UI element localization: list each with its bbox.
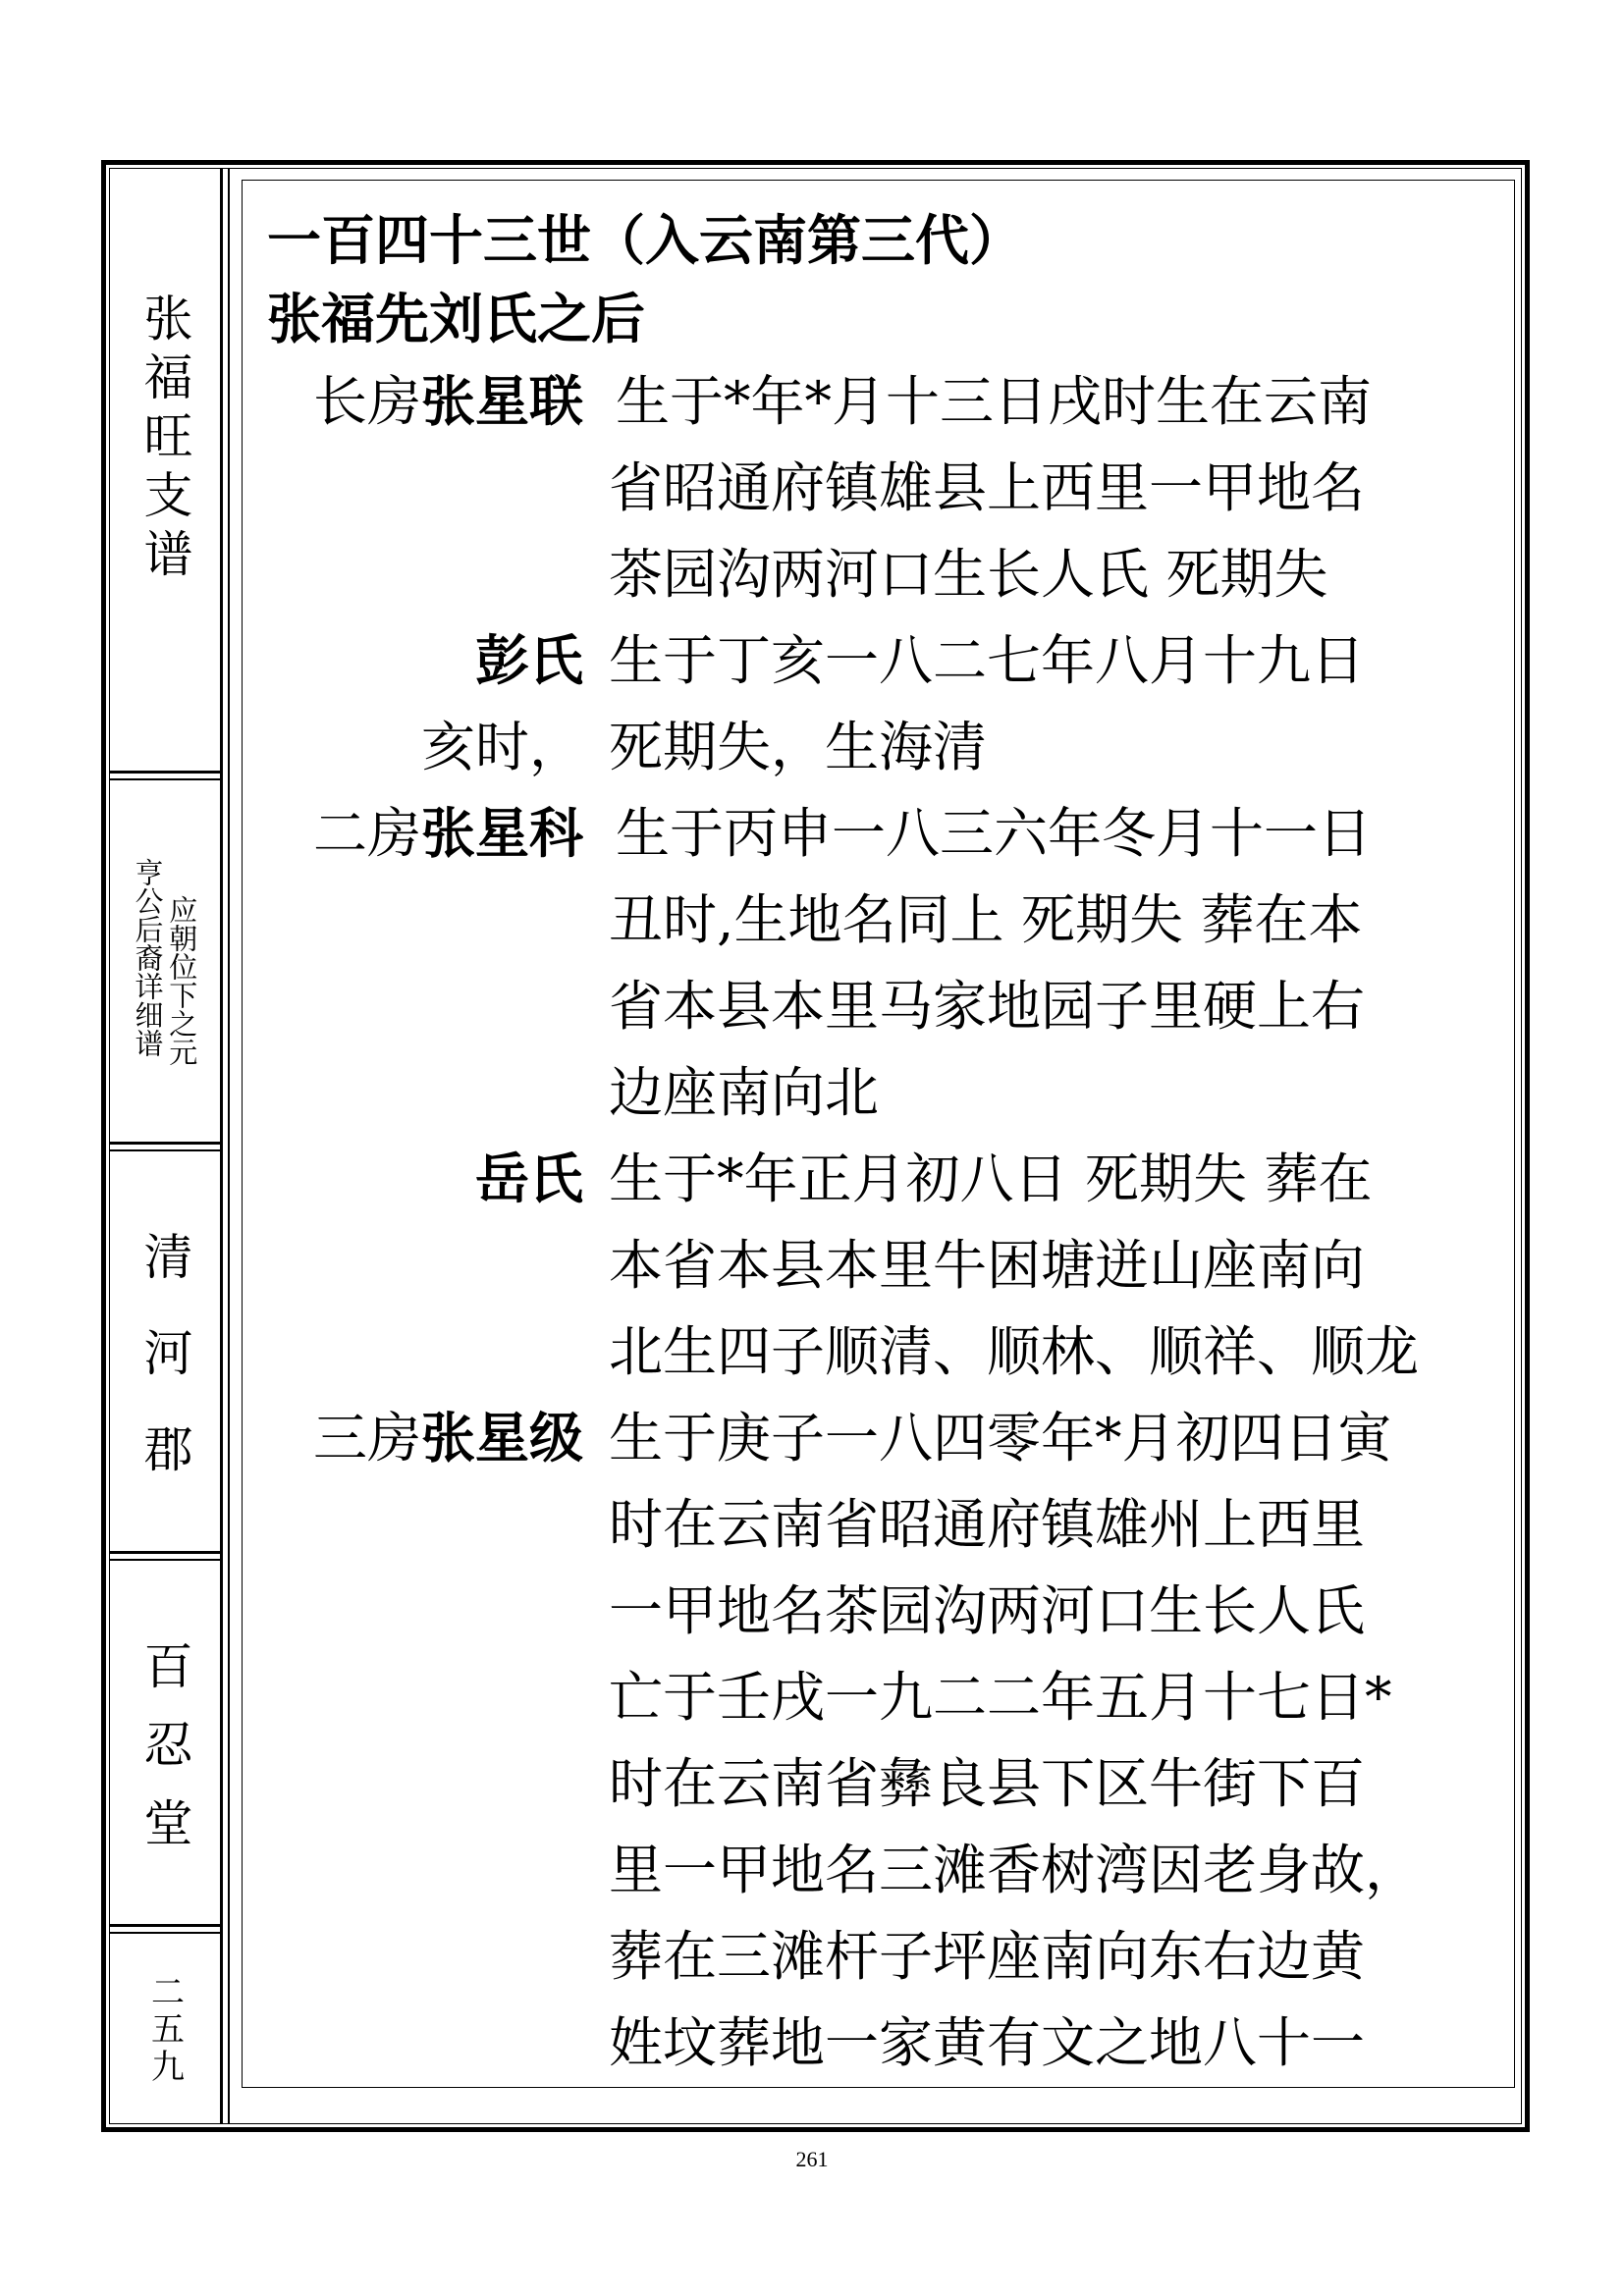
genealogy-content [267,201,1514,2086]
sidebar-separator [109,1142,220,1145]
entry-line [267,1395,1514,1481]
sidebar-separator [109,1932,220,1934]
entry-line [267,1740,1514,1827]
entry-text: 丑时,生地名同上 死期失 葬在本 [609,888,1363,951]
entry-line [267,790,1514,877]
entry-text: 亡于壬戌一九二二年五月十七日* [609,1666,1392,1729]
sidebar-hall-box [109,1562,220,1924]
sidebar-separator [109,1924,220,1927]
entry-text: 本省本县本里牛困塘迸山座南向 [609,1234,1366,1297]
entry-name: 张星联 [420,369,583,433]
entry-text: 时在云南省彝良县下区牛街下百 [609,1752,1366,1815]
sidebar-title: 张福旺支谱 [135,293,193,587]
sidebar-separator [109,771,220,774]
sidebar-divider-thick [220,168,223,2124]
sidebar-divider-thin [228,168,230,2124]
entry-line [267,1136,1514,1222]
entry-text: 省昭通府镇雄县上西里一甲地名 [609,456,1366,519]
entry-line [267,1481,1514,1568]
entry-line [267,617,1514,704]
entry-text: 死期失，生海清 [609,716,988,778]
entry-text: 葬在三滩杆子坪座南向东右边黄 [609,1925,1366,1988]
entry-text: 时在云南省昭通府镇雄州上西里 [609,1493,1366,1556]
sidebar-subtitle-right: 应朝位下之元 [165,894,199,1066]
entry-line [267,1049,1514,1136]
entry-name: 张星级 [420,1406,583,1469]
entry-text: 省本县本里马家地园子里硬上右 [609,975,1366,1038]
entry-continuation-label: 亥时， [420,716,583,778]
sidebar-separator [109,1149,220,1151]
entry-text: 边座南向北 [609,1061,880,1124]
sidebar-title-box [109,168,220,771]
entry-label [267,790,583,877]
sidebar-page-number: 二五九 [144,1973,185,2086]
entry-text: 北生四子顺清、顺林、顺祥、顺龙 [609,1320,1420,1383]
entry-line [267,877,1514,963]
entry-line [267,531,1514,617]
sidebar-jun-box [109,1152,220,1551]
entry-line [267,1308,1514,1395]
entry-prefix: 长房 [312,370,421,433]
sidebar-separator [109,1551,220,1554]
entry-text: 茶园沟两河口生长人氏 死期失 [609,543,1328,606]
entry-line [267,2000,1514,2086]
generation-heading: 一百四十三世（入云南第三代） [267,208,1024,272]
sidebar-jun: 清河郡 [135,1231,193,1520]
entry-text: 生于庚子一八四零年*月初四日寅 [609,1407,1392,1469]
footer-page-number: 261 [795,2147,829,2171]
entry-line [267,704,1514,790]
lineage-subheading: 张福先刘氏之后 [267,287,646,350]
entry-line [267,358,1514,445]
entry-text: 生于丙申一八三六年冬月十一日 [616,802,1373,865]
sidebar-subtitle-box [109,781,220,1142]
sidebar-separator [109,1559,220,1561]
entry-text: 一甲地名茶园沟两河口生长人氏 [609,1579,1366,1642]
entry-label [267,1136,583,1222]
entry-label [267,617,583,704]
entry-line [267,1568,1514,1654]
entry-line [267,1913,1514,2000]
entry-label [267,1395,583,1481]
entry-label [267,358,583,445]
sidebar-subtitle-left: 亨公后裔详细谱 [131,857,165,1057]
entry-name: 彭氏 [474,628,583,692]
entry-name: 张星科 [420,801,583,865]
entry-text: 里一甲地名三滩香树湾因老身故， [609,1839,1420,1901]
entry-text: 生于*年*月十三日戌时生在云南 [616,370,1373,433]
entry-line [267,1222,1514,1308]
entry-line [267,1654,1514,1740]
sidebar-subtitle [131,858,199,1066]
entry-text: 生于*年正月初八日 死期失 葬在 [609,1148,1373,1210]
entry-line [267,1827,1514,1913]
sidebar-page-box [109,1935,220,2124]
entry-prefix: 二房 [312,802,421,865]
entry-line [267,445,1514,531]
sidebar-hall: 百忍堂 [135,1639,193,1876]
sidebar-separator [109,778,220,780]
entry-text: 姓坟葬地一家黄有文之地八十一 [609,2011,1366,2074]
entry-prefix: 三房 [312,1407,421,1469]
entry-text: 生于丁亥一八二七年八月十九日 [609,629,1366,692]
entry-name: 岳氏 [474,1147,583,1210]
entry-line [267,963,1514,1049]
